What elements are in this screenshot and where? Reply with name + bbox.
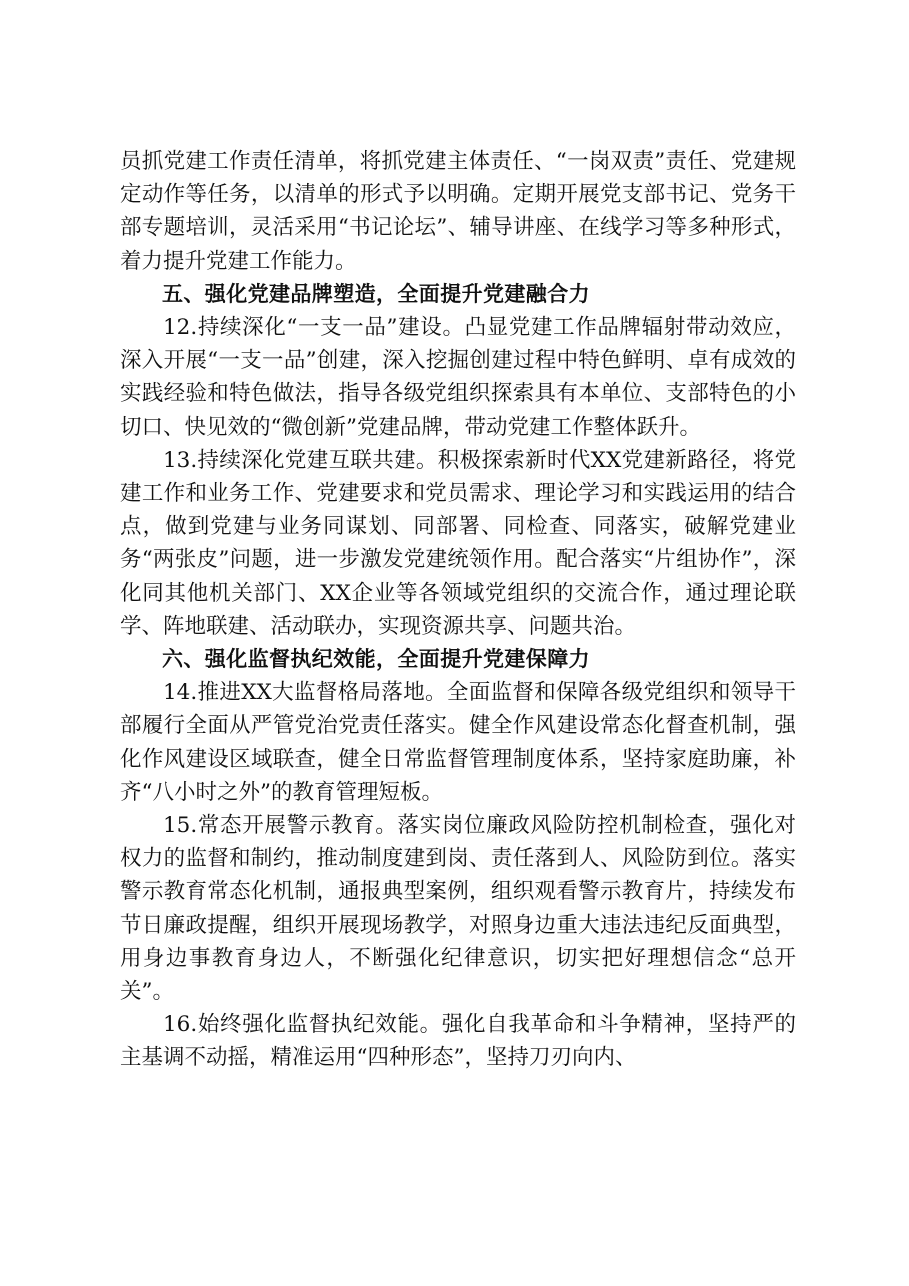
paragraph-item-13: 13.持续深化党建互联共建。积极探索新时代XX党建新路径，将党建工作和业务工作、党建要求和党员需求、理论学习和实践运用的结合点，做到党建与业务同谋划、同部署、同检查、同落实，破解党建业务“两张皮”问题，进一步激发党建统领作用。配合落实“片组协作”，深化同其他机关部门、XX企业等各领域党组织的交流合作，通过理论联学、阵地联建、活动联办，实现资源共享、问题共治。 — [120, 447, 796, 639]
paragraph-item-15: 15.常态开展警示教育。落实岗位廉政风险防控机制检查，强化对权力的监督和制约，推动制度建到岗、责任落到人、风险防到位。落实警示教育常态化机制，通报典型案例，组织观看警示教育片，持续发布节日廉政提醒，组织开展现场教学，对照身边重大违法违纪反面典型，用身边事教育身边人，不断强化纪律意识，切实把好理想信念“总开关”。 — [120, 813, 796, 1005]
paragraph-item-16: 16.始终强化监督执纪效能。强化自我革命和斗争精神，坚持严的主基调不动摇，精准运用“四种形态”，坚持刀刃向内、 — [120, 1012, 796, 1071]
paragraph-item-14: 14.推进XX大监督格局落地。全面监督和保障各级党组织和领导干部履行全面从严管党治党责任落实。健全作风建设常态化督查机制，强化作风建设区域联查，健全日常监督管理制度体系，坚持家庭助廉，补齐“八小时之外”的教育管理短板。 — [120, 680, 796, 805]
section-heading-6: 六、强化监督执纪效能，全面提升党建保障力 — [162, 647, 590, 672]
section-heading-5: 五、强化党建品牌塑造，全面提升党建融合力 — [162, 281, 590, 306]
document-body — [120, 145, 796, 1075]
paragraph-continuation: 员抓党建工作责任清单，将抓党建主体责任、“一岗双责”责任、党建规定动作等任务，以清单的形式予以明确。定期开展党支部书记、党务干部专题培训，灵活采用“书记论坛”、辅导讲座、在线学习等多种形式，着力提升党建工作能力。 — [120, 149, 796, 274]
paragraph-item-12: 12.持续深化“一支一品”建设。凸显党建工作品牌辐射带动效应，深入开展“一支一品”创建，深入挖掘创建过程中特色鲜明、卓有成效的实践经验和特色做法，指导各级党组织探索具有本单位、支部特色的小切口、快见效的“微创新”党建品牌，带动党建工作整体跃升。 — [120, 315, 796, 440]
